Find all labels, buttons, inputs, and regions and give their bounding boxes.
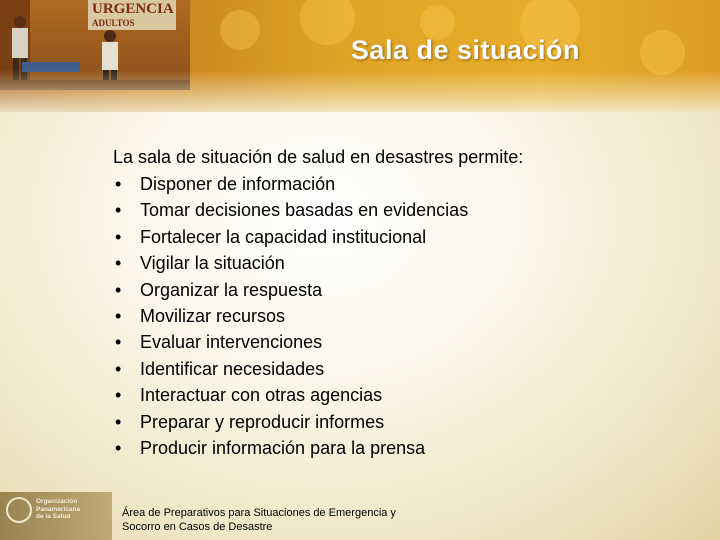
header-banner xyxy=(0,0,720,112)
paho-logo xyxy=(0,492,112,540)
globe-icon xyxy=(6,497,32,523)
logo-text: Organización Panamericana de la Salud xyxy=(36,498,81,520)
list-item: • Interactuar con otras agencias xyxy=(115,385,383,406)
list-item: • Fortalecer la capacidad institucional xyxy=(115,226,427,247)
list-item: • Organizar la respuesta xyxy=(115,279,323,300)
bullet-list xyxy=(113,171,693,461)
banner-pattern xyxy=(220,10,260,50)
list-item: • Tomar decisiones basadas en evidencias xyxy=(115,200,469,221)
banner-pattern xyxy=(300,0,355,45)
list-item: • Disponer de información xyxy=(115,174,336,194)
list-item: • Producir información para la prensa xyxy=(115,437,426,458)
banner-fade xyxy=(0,70,720,112)
slide-title: Sala de situación xyxy=(350,35,580,65)
intro-text: La sala de situación de salud en desastres permite: xyxy=(113,147,524,167)
banner-pattern xyxy=(640,30,685,75)
slide-content xyxy=(113,145,693,461)
list-item: • Identificar necesidades xyxy=(115,358,325,379)
list-item: • Movilizar recursos xyxy=(115,305,286,326)
footer-text: Área de Preparativos para Situaciones de Emergencia y Socorro en Casos de Desastre xyxy=(122,507,396,533)
list-item: • Preparar y reproducir informes xyxy=(115,411,385,432)
list-item: • Evaluar intervenciones xyxy=(115,332,323,353)
list-item: • Vigilar la situación xyxy=(115,253,285,274)
photo-sign: URGENCIA ADULTOS xyxy=(88,0,176,30)
